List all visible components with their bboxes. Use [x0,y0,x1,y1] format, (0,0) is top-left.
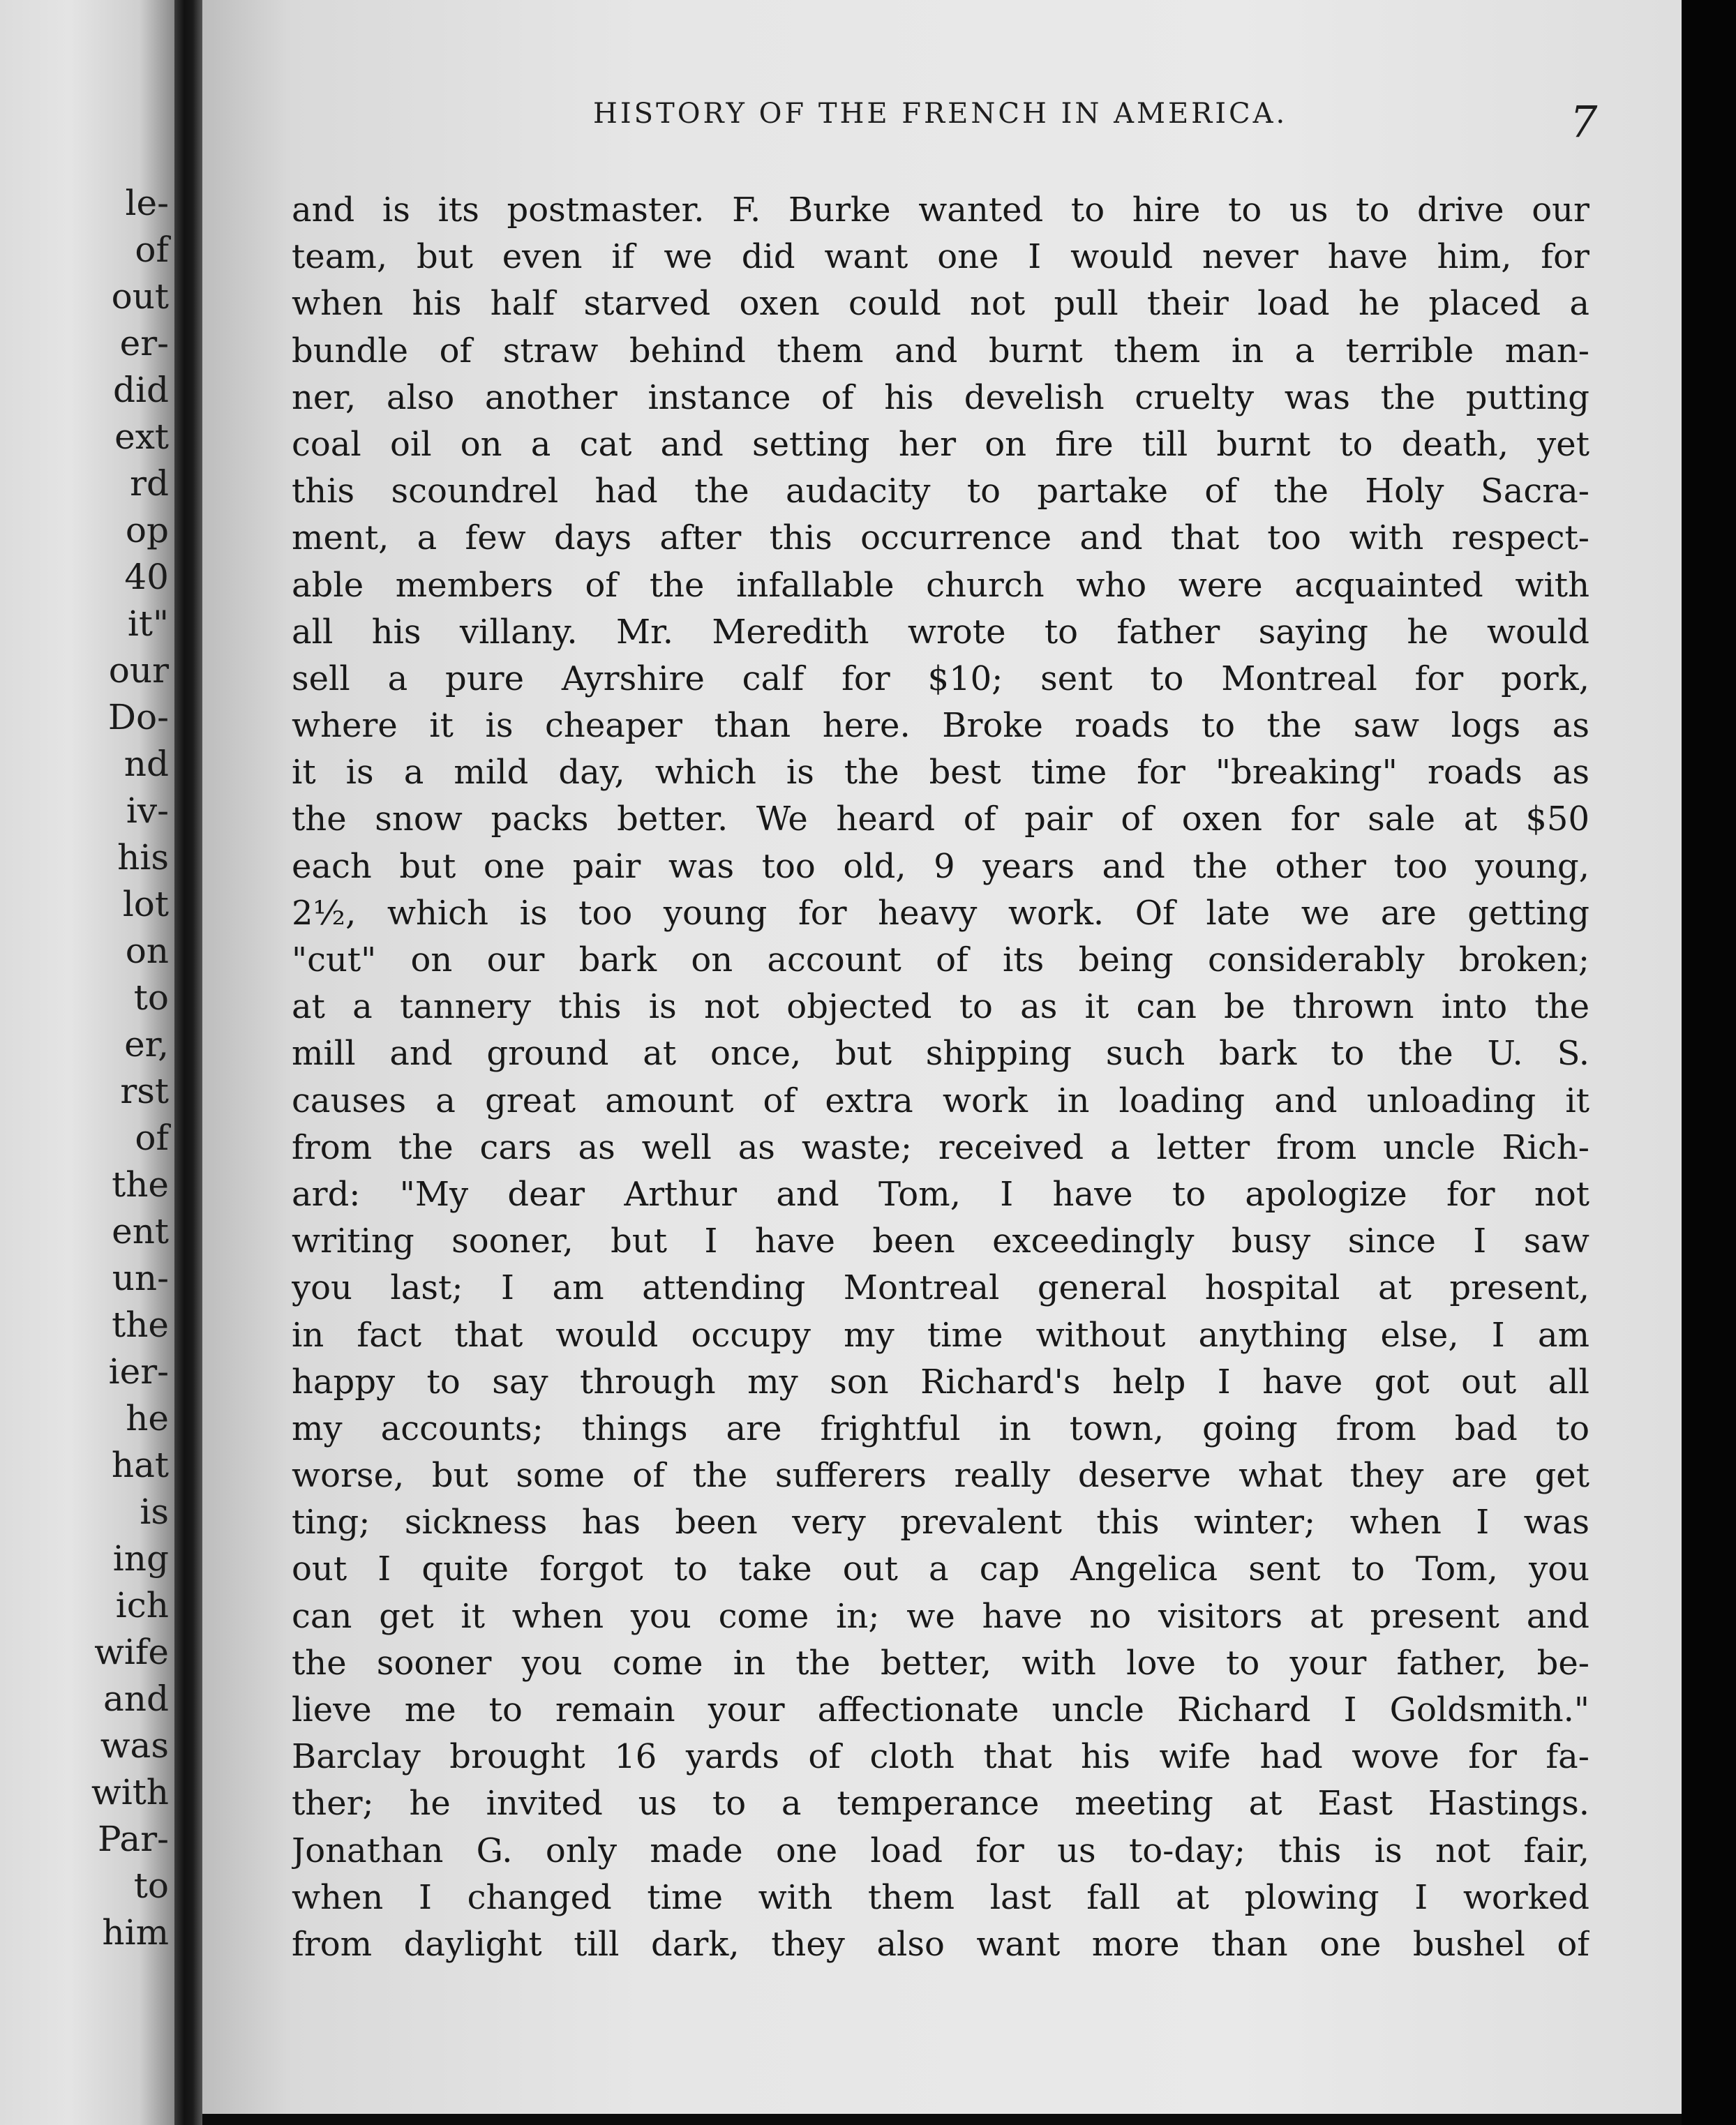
left-page-fragment: wife [94,1632,169,1672]
text-line: it is a mild day, which is the best time for "breaking" roads as [292,753,1589,793]
text-line: the sooner you come in the better, with love to your father, be- [292,1643,1589,1683]
left-page-fragment: to [133,1865,169,1906]
text-line: writing sooner, but I have been exceedingly busy since I saw [292,1222,1589,1261]
text-line: able members of the infallable church who were acquainted with [292,565,1589,605]
text-line: my accounts; things are frightful in town, going from bad to [292,1409,1589,1448]
text-line: from the cars as well as waste; received a letter from uncle Rich- [292,1127,1589,1167]
text-line: when I changed time with them last fall at plowing I worked [292,1877,1589,1917]
left-page-fragment: and [103,1679,169,1719]
text-line: mill and ground at once, but shipping such bark to the U. S. [292,1034,1589,1074]
text-line: when his half starved oxen could not pull their load he placed a [292,284,1589,324]
text-line: ner, also another instance of his develish cruelty was the putting [292,377,1589,417]
left-page-fragment: lot [122,884,169,924]
text-line: and is its postmaster. F. Burke wanted to hire to us to drive our [292,190,1589,230]
text-line: you last; I am attending Montreal general hospital at present, [292,1268,1589,1308]
left-facing-page [0,0,174,2125]
text-line: Barclay brought 16 yards of cloth that his wife had wove for fa- [292,1737,1589,1777]
text-line: from daylight till dark, they also want more than one bushel of [292,1924,1589,1964]
left-page-fragment: to [133,977,169,1018]
left-page-fragment: did [112,370,169,410]
left-page-fragment: rd [130,463,169,504]
left-page-fragment: ich [115,1585,169,1625]
text-line: bundle of straw behind them and burnt them in a terrible man- [292,331,1589,370]
text-line: worse, but some of the sufferers really deserve what they are get [292,1456,1589,1496]
text-line: team, but even if we did want one I would never have him, for [292,237,1589,277]
left-page-fragment: is [140,1492,169,1532]
right-page [202,0,1682,2114]
left-page-fragment: Par- [97,1819,169,1859]
text-line: all his villany. Mr. Meredith wrote to father saying he would [292,612,1589,652]
left-page-fragment: ier- [108,1351,169,1392]
left-page-fragment: un- [112,1258,169,1298]
left-page-fragment: he [126,1398,169,1439]
left-page-fragment: nd [124,744,169,784]
text-line: sell a pure Ayrshire calf for $10; sent to Montreal for pork, [292,659,1589,698]
text-line: out I quite forgot to take out a cap Angelica sent to Tom, you [292,1549,1589,1589]
left-page-fragment: le- [125,183,169,223]
left-page-fragment: on [125,931,169,971]
text-line: happy to say through my son Richard's help I have got out all [292,1362,1589,1402]
body-text [292,187,1589,1968]
text-line: ard: "My dear Arthur and Tom, I have to apologize for not [292,1174,1589,1214]
text-line: coal oil on a cat and setting her on fire till burnt to death, yet [292,424,1589,464]
left-page-fragment: hat [111,1445,169,1485]
left-page-fragment: of [135,1118,169,1158]
text-line: ting; sickness has been very prevalent this winter; when I was [292,1503,1589,1542]
text-line: at a tannery this is not objected to as it can be thrown into the [292,987,1589,1027]
left-page-fragment: op [125,510,169,550]
left-page-fragment: ent [112,1211,169,1252]
left-page-fragment: iv- [126,790,169,831]
text-line: where it is cheaper than here. Broke roads to the saw logs as [292,706,1589,746]
left-page-fragment: er- [119,323,169,363]
left-page-fragment: Do- [107,697,169,737]
text-line: each but one pair was too old, 9 years and the other too young, [292,846,1589,886]
left-page-fragment: it" [127,603,169,644]
left-page-text-fragments [8,180,169,1956]
page-number: 7 [1570,96,1598,147]
left-page-fragment: ext [114,416,169,457]
left-page-fragment: our [108,650,169,691]
left-page-fragment: 40 [124,557,169,597]
running-head: HISTORY OF THE FRENCH IN AMERICA. [593,98,1288,130]
left-page-fragment: er, [124,1024,169,1065]
text-line: causes a great amount of extra work in loading and unloading it [292,1081,1589,1120]
text-line: in fact that would occupy my time without anything else, I am [292,1315,1589,1355]
left-page-fragment: was [100,1725,169,1766]
text-line: "cut" on our bark on account of its being considerably broken; [292,940,1589,979]
book-gutter [174,0,202,2125]
scan-border [1682,0,1736,2125]
left-page-fragment: out [111,276,169,317]
text-line: 2½, which is too young for heavy work. Of late we are getting [292,893,1589,933]
left-page-fragment: the [112,1305,169,1345]
text-line: this scoundrel had the audacity to partake of the Holy Sacra- [292,472,1589,511]
left-page-fragment: ing [112,1538,169,1579]
text-line: ment, a few days after this occurrence and that too with respect- [292,518,1589,558]
text-line: can get it when you come in; we have no visitors at present and [292,1596,1589,1636]
left-page-fragment: of [135,230,169,270]
left-page-fragment: his [117,837,169,878]
text-line: lieve me to remain your affectionate uncle Richard I Goldsmith." [292,1690,1589,1729]
text-line: ther; he invited us to a temperance meeting at East Hastings. [292,1784,1589,1824]
left-page-fragment: rst [120,1071,169,1111]
text-line: the snow packs better. We heard of pair of oxen for sale at $50 [292,799,1589,839]
left-page-fragment: with [91,1772,169,1812]
left-page-fragment: him [102,1912,169,1953]
text-line: Jonathan G. only made one load for us to-day; this is not fair, [292,1831,1589,1870]
left-page-fragment: the [112,1164,169,1205]
